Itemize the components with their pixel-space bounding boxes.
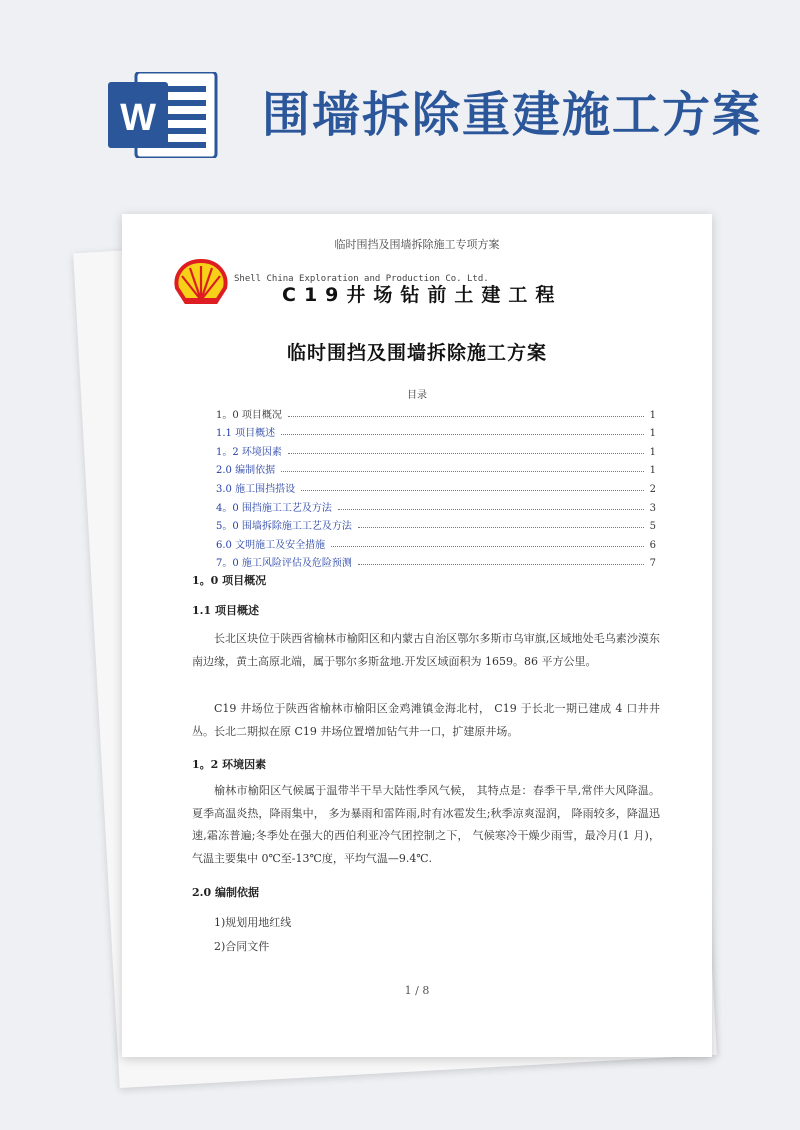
section-heading: 1。2 环境因素	[192, 758, 267, 771]
list-item: 1)规划用地红线	[214, 916, 292, 929]
project-title: C19井场钻前土建工程	[282, 284, 563, 306]
document-page	[122, 214, 712, 1057]
shell-logo-icon	[172, 258, 230, 308]
paragraph: 长北区块位于陕西省榆林市榆阳区和内蒙古自治区鄂尔多斯市乌审旗,区域地处毛乌素沙漠东南边缘，黄土高原北端，属于鄂尔多斯盆地.开发区域面积为 1659。86 平方公里。	[192, 632, 660, 668]
list-item: 2)合同文件	[214, 940, 270, 953]
section-heading: 1。0 项目概况	[192, 574, 267, 587]
running-head: 临时围挡及围墙拆除施工专项方案	[334, 238, 500, 251]
toc-entry[interactable]: 6.0 文明施工及安全措施 6	[216, 539, 656, 551]
toc-entry[interactable]: 3.0 施工围挡搭设 2	[216, 483, 656, 495]
banner-title: 围墙拆除重建施工方案	[262, 87, 763, 143]
section-heading: 1.1 项目概述	[192, 604, 259, 617]
toc-entry[interactable]: 2.0 编制依据 1	[216, 465, 656, 477]
paragraph: C19 井场位于陕西省榆林市榆阳区金鸡滩镇金海北村， C19 于长北一期已建成 4 口井井丛。长北二期拟在原 C19 井场位置增加钻气井一口，扩建原井场。	[192, 702, 660, 738]
plan-title: 临时围挡及围墙拆除施工方案	[286, 342, 547, 364]
page-number: 1 / 8	[404, 984, 430, 997]
word-app-icon	[108, 72, 218, 158]
company-line: Shell China Exploration and Production Co. Ltd.	[234, 274, 489, 284]
toc-entry[interactable]: 1.1 项目概述 1	[216, 428, 656, 440]
toc-entry[interactable]: 7。0 施工风险评估及危险预测 7	[216, 558, 656, 570]
table-of-contents	[216, 402, 656, 569]
toc-entry[interactable]: 1。0 项目概况 1	[216, 409, 656, 421]
section-heading: 2.0 编制依据	[192, 886, 259, 899]
word-icon-letter: W	[120, 97, 156, 139]
toc-entry[interactable]: 4。0 围挡施工工艺及方法 3	[216, 502, 656, 514]
toc-entry[interactable]: 5。0 围墙拆除施工工艺及方法 5	[216, 521, 656, 533]
paragraph: 榆林市榆阳区气候属于温带半干旱大陆性季风气候， 其特点是：春季干旱,常伴大风降温。夏季高温炎热，降雨集中， 多为暴雨和雷阵雨,时有冰雹发生;秋季凉爽湿润， 降雨较多，降温迅速,霜冻普遍;冬季处在强大的西伯利亚冷气团控制之下， 气候寒冷干燥少雨雪，最冷月(1 月)， 气温主要集中 0℃至-13℃度，平均气温—9.4℃.	[192, 784, 660, 865]
toc-entry[interactable]: 1。2 环境因素 1	[216, 446, 656, 458]
toc-heading: 目录	[407, 390, 427, 401]
